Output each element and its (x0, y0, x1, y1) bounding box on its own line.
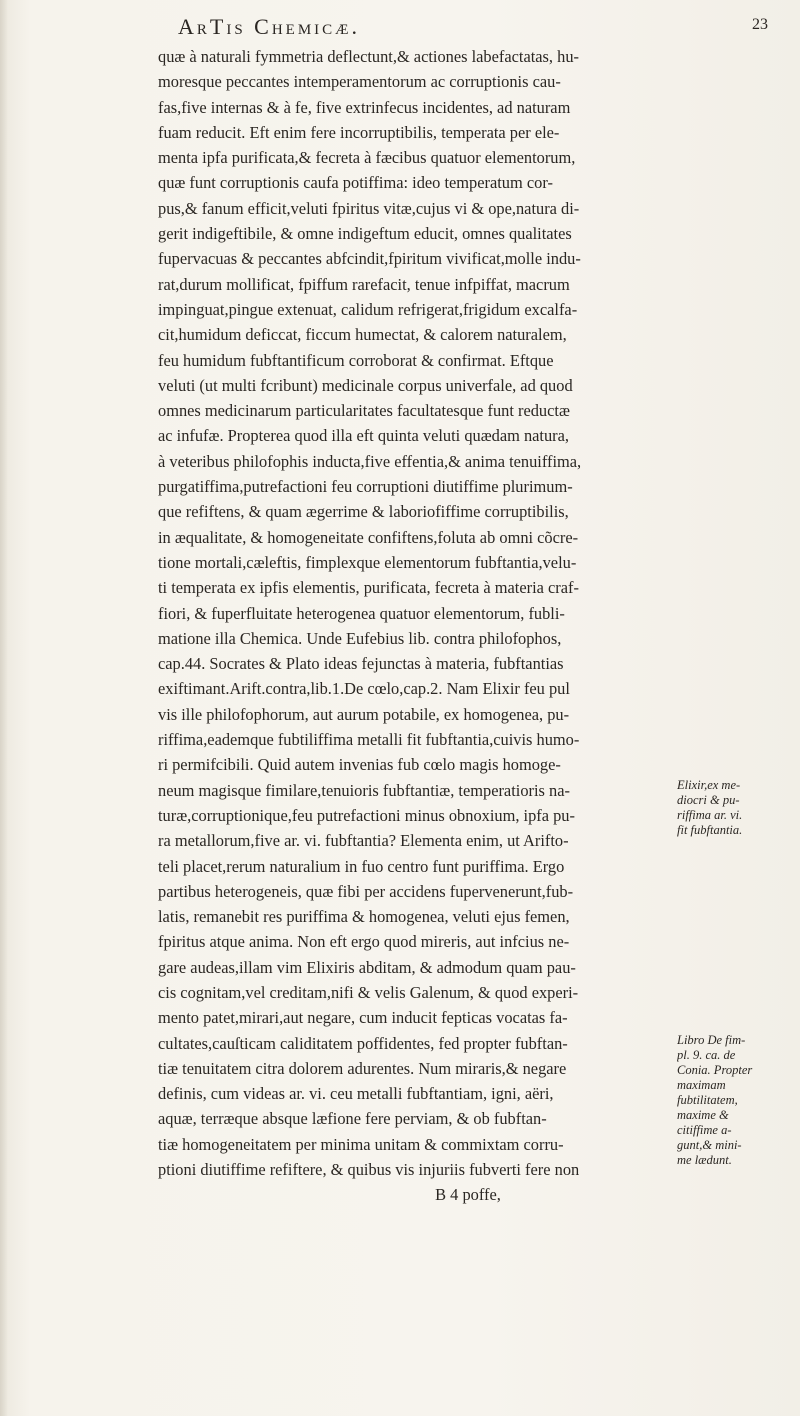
marginal-note-line: gunt,& mini- (677, 1138, 742, 1152)
text-line: vis ille philofophorum, aut aurum potabile, ex homogenea, pu- (158, 704, 570, 724)
text-line: aquæ, terræque absque læfione fere perviam, & ob fubftan- (158, 1109, 547, 1129)
text-line: fuam reducit. Eft enim fere incorruptibilis, temperata per ele- (158, 122, 560, 142)
marginal-note-line: pl. 9. ca. de (677, 1048, 736, 1062)
text-line: tiæ homogeneitatem per minima unitam & commixtam corru- (158, 1134, 564, 1154)
text-line: fpiritus atque anima. Non eft ergo quod mireris, aut infcius ne- (158, 932, 570, 952)
marginal-note-line: Conia. Propter (677, 1063, 753, 1077)
text-line: latis, remanebit res puriffima & homogenea, veluti ejus femen, (158, 907, 570, 927)
text-line: à veteribus philofophis inducta,five effentia,& anima tenuiffima, (158, 451, 582, 471)
text-line: matione illa Chemica. Unde Eufebius lib. contra philofophos, (158, 628, 562, 648)
marginal-note-line: maxime & (677, 1108, 729, 1122)
text-line: cap.44. Socrates & Plato ideas fejunctas à materia, fubftantias (158, 654, 564, 674)
marginal-note-galen (677, 1033, 795, 1168)
marginal-note-line: fubtilitatem, (677, 1093, 738, 1107)
text-line: ra metallorum,five ar. vi. fubftantia? Elementa enim, ut Arifto- (158, 831, 569, 851)
text-line: cis cognitam,vel creditam,nifi & velis Galenum, & quod experi- (158, 982, 579, 1002)
text-line: fiori, & fuperfluitate heterogenea quatuor elementorum, fubli- (158, 603, 565, 623)
text-line: definis, cum videas ar. vi. ceu metalli fubftantiam, igni, aëri, (158, 1084, 554, 1104)
text-line: impinguat,pingue extenuat, calidum refrigerat,frigidum excalfa- (158, 299, 578, 319)
marginal-note-line: fit fubftantia. (677, 823, 743, 837)
text-line: tione mortali,cæleftis, fimplexque elementorum fubftantia,velu- (158, 552, 577, 572)
text-line: pus,& fanum efficit,veluti fpiritus vitæ,cujus vi & ope,natura di- (158, 198, 580, 218)
text-line: in æqualitate, & homogeneitate confiftens,foluta ab omni cõcre- (158, 527, 579, 547)
text-line: partibus heterogeneis, quæ fibi per accidens fupervenerunt,fub- (158, 881, 574, 901)
text-line: fupervacuas & peccantes abfcindit,fpiritum vivificat,molle indu- (158, 249, 581, 269)
text-line: turæ,corruptionique,feu putrefactioni minus obnoxium, ipfa pu- (158, 805, 575, 825)
binding-shadow (0, 0, 8, 1416)
text-line: rat,durum mollificat, fpiffum rarefacit, tenue infpiffat, macrum (158, 274, 570, 294)
text-line: exiftimant.Arift.contra,lib.1.De cœlo,cap.2. Nam Elixir feu pul (158, 679, 570, 699)
text-line: ac infufæ. Propterea quod illa eft quinta veluti quædam natura, (158, 426, 570, 446)
marginal-note-elixir (677, 778, 795, 838)
text-line: riffima,eademque fubtiliffima metalli fit fubftantia,cuivis humo- (158, 730, 580, 750)
marginal-note-line: Libro De fim- (677, 1033, 746, 1047)
text-line: quæ à naturali fymmetria deflectunt,& actiones labefactatas, hu- (158, 47, 579, 66)
text-line: fas,five internas & à fe, five extrinfecus incidentes, ad naturam (158, 97, 571, 117)
text-line: ti temperata ex ipfis elementis, purificata, fecreta à materia craf- (158, 578, 579, 598)
text-line: menta ipfa purificata,& fecreta à fæcibus quatuor elementorum, (158, 148, 576, 168)
text-line: tiæ tenuitatem citra dolorem adurentes. Num miraris,& negare (158, 1058, 567, 1078)
text-line: cit,humidum deficcat, ficcum humectat, & calorem naturalem, (158, 325, 567, 345)
text-line: ptioni diutiffime refiftere, & quibus vis injuriis fubverti fere non (158, 1160, 580, 1180)
text-line: quæ funt corruptionis caufa potiffima: ideo temperatum cor- (158, 173, 553, 193)
text-line: gerit indigeftibile, & omne indigeftum educit, omnes qualitates (158, 224, 572, 244)
marginal-note-line: citiffime a- (677, 1123, 732, 1137)
text-line: veluti (ut multi fcribunt) medicinale corpus univerfale, ad quod (158, 375, 573, 395)
text-line: que refiftens, & quam ægerrime & laboriofiffime corruptibilis, (158, 502, 569, 522)
text-line: feu humidum fubftantificum corroborat & confirmat. Eftque (158, 350, 554, 370)
page-number: 23 (752, 16, 768, 33)
text-line: gare audeas,illam vim Elixiris abditam, & admodum quam pau- (158, 957, 576, 977)
text-line: purgatiffima,putrefactioni feu corruptioni diutiffime plurimum- (158, 477, 573, 497)
marginal-note-line: me lædunt. (677, 1153, 732, 1167)
running-title: ArTis Chemicæ. (178, 14, 361, 39)
text-line: omnes medicinarum particularitates facultatesque funt reductæ (158, 401, 570, 421)
page-header (178, 14, 768, 40)
text-line: moresque peccantes intemperamentorum ac corruptionis cau- (158, 72, 561, 92)
marginal-note-line: diocri & pu- (677, 793, 740, 807)
marginal-note-line: maximam (677, 1078, 726, 1092)
marginal-note-line: Elixir,ex me- (677, 778, 741, 792)
text-line: mento patet,mirari,aut negare, cum inducit fepticas vocatas fa- (158, 1008, 568, 1028)
text-line: cultates,cauſticam caliditatem poffidentes, fed propter fubftan- (158, 1033, 568, 1053)
marginal-note-line: riffima ar. vi. (677, 808, 743, 822)
text-line: teli placet,rerum naturalium in fuo centro funt puriffima. Ergo (158, 856, 565, 876)
text-line: neum magisque fimilare,tenuioris fubftantiæ, temperatioris na- (158, 780, 570, 800)
catchword-line: B 4 poffe, (435, 1185, 501, 1205)
text-line: ri permifcibili. Quid autem invenias fub cœlo magis homoge- (158, 755, 561, 775)
